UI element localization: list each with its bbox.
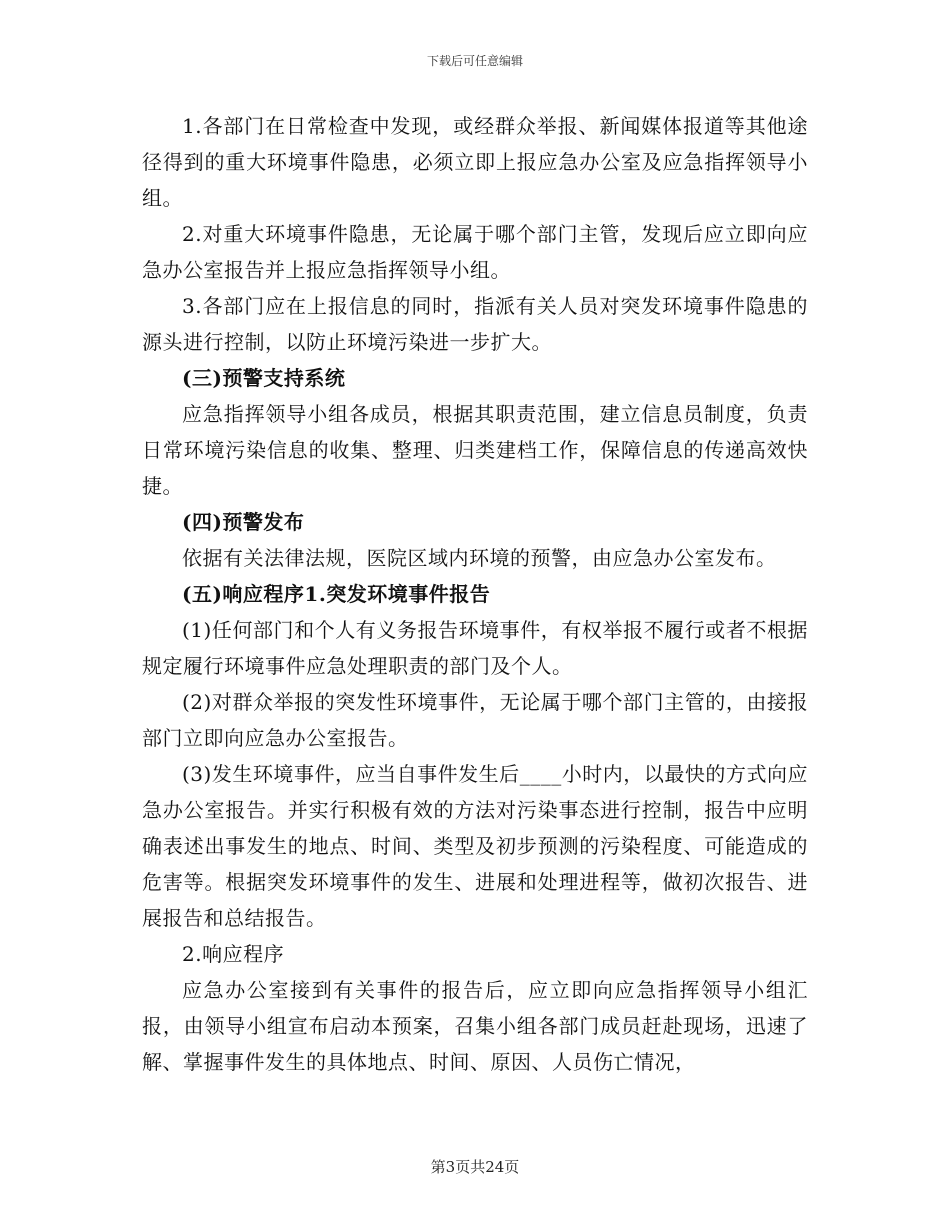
section-heading-warning-release: (四)预警发布 bbox=[182, 510, 305, 534]
paragraph-5: 依据有关法律法规，医院区域内环境的预警，由应急办公室发布。 bbox=[182, 546, 777, 570]
document-body bbox=[142, 108, 808, 1080]
paragraph-4: 应急指挥领导小组各成员，根据其职责范围，建立信息员制度，负责日常环境污染信息的收集、整理、归类建档工作，保障信息的传递高效快捷。 bbox=[142, 402, 808, 498]
paragraph-8: (3)发生环境事件，应当自事件发生后____小时内，以最快的方式向应急办公室报告。并实行积极有效的方法对污染事态进行控制，报告中应明确表述出事发生的地点、时间、类型及初步预测的污染程度、可能造成的危害等。根据突发环境事件的发生、进展和处理进程等，做初次报告、进展报告和总结报告。 bbox=[142, 762, 808, 930]
section-heading-warning-support: (三)预警支持系统 bbox=[182, 366, 346, 390]
paragraph-7: (2)对群众举报的突发性环境事件，无论属于哪个部门主管的，由接报部门立即向应急办公室报告。 bbox=[142, 690, 808, 750]
subheading-response-procedure: 2.响应程序 bbox=[182, 942, 285, 966]
section-heading-response-procedure: (五)响应程序1.突发环境事件报告 bbox=[182, 582, 491, 606]
paragraph-6: (1)任何部门和个人有义务报告环境事件，有权举报不履行或者不根据规定履行环境事件应急处理职责的部门及个人。 bbox=[142, 618, 808, 678]
page-number: 第3页共24页 bbox=[430, 1158, 520, 1176]
paragraph-3: 3.各部门应在上报信息的同时，指派有关人员对突发环境事件隐患的源头进行控制，以防止环境污染进一步扩大。 bbox=[142, 294, 808, 354]
paragraph-1: 1.各部门在日常检查中发现，或经群众举报、新闻媒体报道等其他途径得到的重大环境事件隐患，必须立即上报应急办公室及应急指挥领导小组。 bbox=[142, 114, 808, 210]
paragraph-2: 2.对重大环境事件隐患，无论属于哪个部门主管，发现后应立即向应急办公室报告并上报应急指挥领导小组。 bbox=[142, 222, 808, 282]
paragraph-9: 应急办公室接到有关事件的报告后，应立即向应急指挥领导小组汇报，由领导小组宣布启动本预案，召集小组各部门成员赶赴现场，迅速了解、掌握事件发生的具体地点、时间、原因、人员伤亡情况， bbox=[142, 978, 808, 1074]
page-header: 下载后可任意编辑 bbox=[426, 54, 523, 68]
